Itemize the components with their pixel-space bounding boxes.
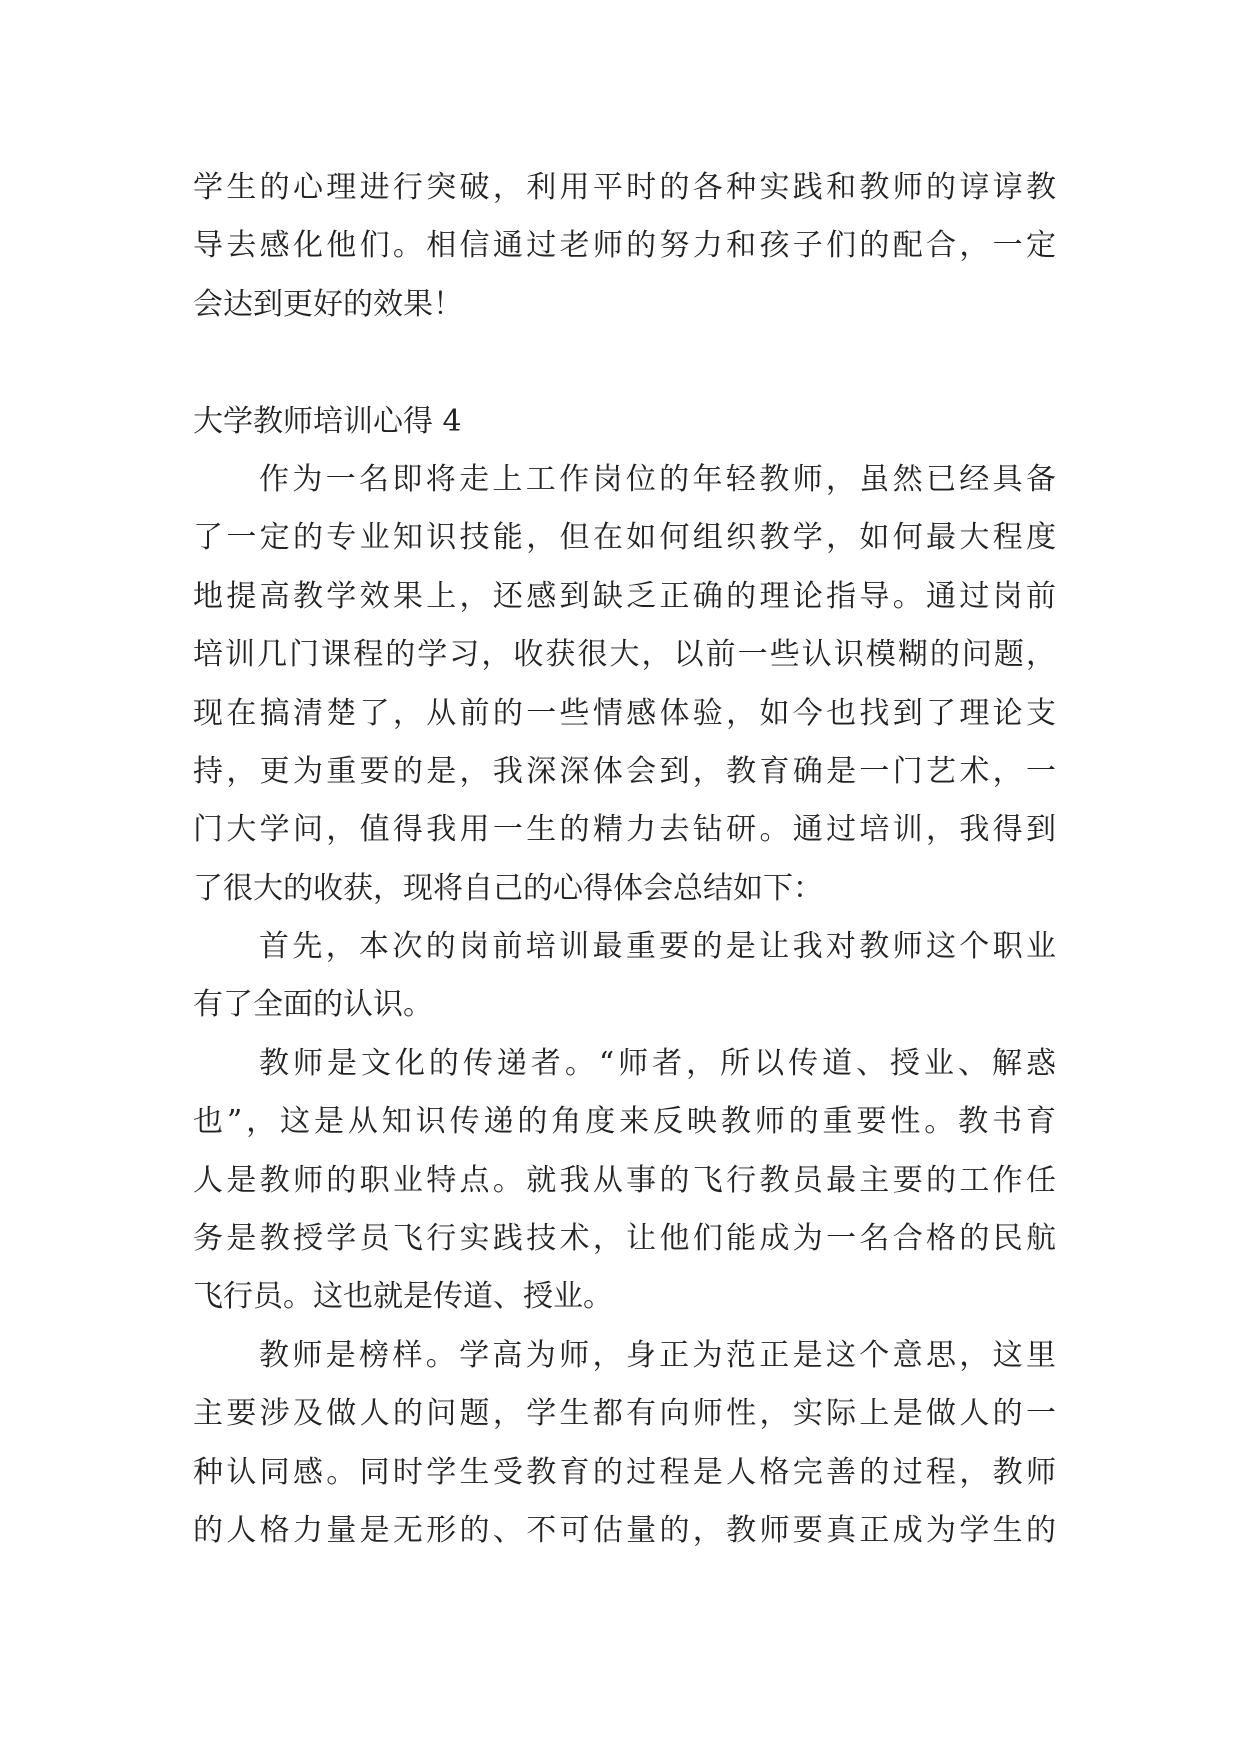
paragraph-line: 现在搞清楚了，从前的一些情感体验，如今也找到了理论支 (193, 695, 1056, 731)
paragraph-line: 门大学问，值得我用一生的精力去钻研。通过培训，我得到 (193, 812, 1056, 848)
paragraph (193, 451, 1056, 918)
paragraph-line: 的人格力量是无形的、不可估量的，教师要真正成为学生的 (193, 1512, 1056, 1548)
paragraph-line: 持，更为重要的是，我深深体会到，教育确是一门艺术，一 (193, 753, 1056, 789)
paragraph-line: 教师是文化的传递者。“师者，所以传道、授业、解惑 (259, 1045, 1056, 1081)
paragraph-line: 有了全面的认识。 (193, 987, 433, 1023)
continued-paragraph (193, 159, 1056, 334)
paragraph-line: 地提高教学效果上，还感到缺乏正确的理论指导。通过岗前 (193, 578, 1056, 614)
paragraph-line: 主要涉及做人的问题，学生都有向师性，实际上是做人的一 (193, 1396, 1056, 1432)
paragraph (193, 1035, 1056, 1327)
blank-line (193, 334, 1056, 392)
section-heading: 大学教师培训心得 4 (193, 403, 462, 439)
paragraph-line: 飞行员。这也就是传道、授业。 (193, 1279, 613, 1315)
paragraph-line: 了一定的专业知识技能，但在如何组织教学，如何最大程度 (193, 520, 1056, 556)
paragraph (193, 918, 1056, 1035)
paragraph-line: 导去感化他们。相信通过老师的努力和孩子们的配合，一定 (193, 228, 1056, 264)
paragraph-line: 教师是榜样。学高为师，身正为范正是这个意思，这里 (259, 1337, 1056, 1373)
paragraph-line: 也”，这是从知识传递的角度来反映教师的重要性。教书育 (193, 1104, 1056, 1140)
paragraph-line: 培训几门课程的学习，收获很大，以前一些认识模糊的问题， (193, 637, 1056, 673)
paragraph-line: 首先，本次的岗前培训最重要的是让我对教师这个职业 (259, 929, 1056, 965)
paragraph (193, 1327, 1056, 1561)
paragraph-line: 人是教师的职业特点。就我从事的飞行教员最主要的工作任 (193, 1162, 1056, 1198)
paragraph-line: 学生的心理进行突破，利用平时的各种实践和教师的谆谆教 (193, 170, 1056, 205)
paragraph-line: 了很大的收获，现将自己的心得体会总结如下： (193, 870, 823, 906)
paragraph-line: 会达到更好的效果！ (193, 286, 463, 322)
paragraph-line: 作为一名即将走上工作岗位的年轻教师，虽然已经具备 (259, 461, 1056, 497)
paragraph-line: 务是教授学员飞行实践技术，让他们能成为一名合格的民航 (193, 1221, 1056, 1257)
text-body (193, 159, 1056, 1560)
paragraph-line: 种认同感。同时学生受教育的过程是人格完善的过程，教师 (193, 1454, 1056, 1490)
